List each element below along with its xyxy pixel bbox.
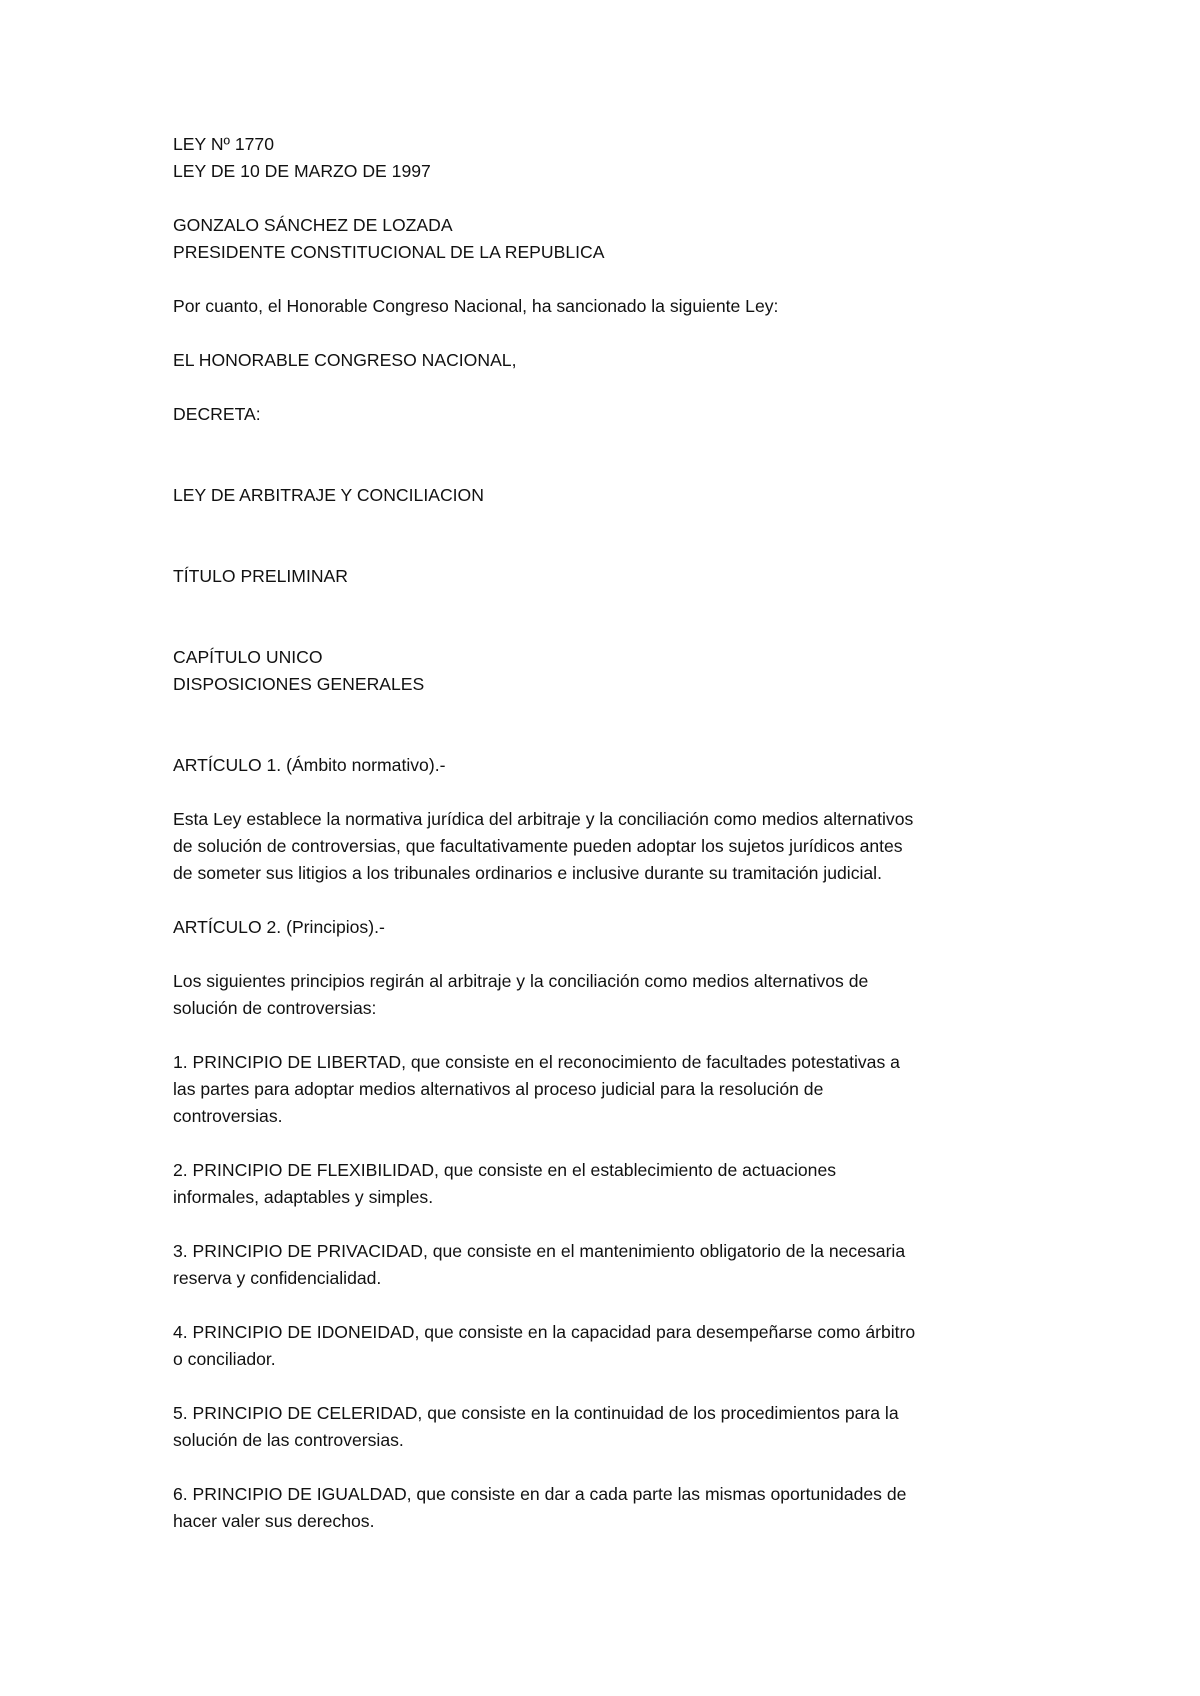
ley-number: LEY Nº 1770 (173, 134, 274, 154)
paragraph-line: 1. PRINCIPIO DE LIBERTAD, que consiste en el reconocimiento de facultades potestativas a (173, 1052, 900, 1072)
president-name: GONZALO SÁNCHEZ DE LOZADA (173, 215, 453, 235)
paragraph-line: solución de controversias: (173, 998, 377, 1018)
paragraph-line: de solución de controversias, que facultativamente pueden adoptar los sujetos jurídicos antes (173, 836, 903, 856)
capitulo-heading: CAPÍTULO UNICO (173, 647, 323, 667)
principle-item-3 (173, 1238, 1053, 1292)
titulo-heading: TÍTULO PRELIMINAR (173, 566, 348, 586)
paragraph-line: 4. PRINCIPIO DE IDONEIDAD, que consiste en la capacidad para desempeñarse como árbitro (173, 1322, 916, 1342)
paragraph-line: controversias. (173, 1106, 283, 1126)
principle-item-5 (173, 1400, 1053, 1454)
paragraph-line: de someter sus litigios a los tribunales ordinarios e inclusive durante su tramitación judicial. (173, 863, 882, 883)
principle-item-2 (173, 1157, 1053, 1211)
principle-item-6 (173, 1481, 1053, 1535)
principle-item-1 (173, 1049, 1053, 1130)
articulo-1-paragraph (173, 806, 1053, 887)
capitulo-subtitle: DISPOSICIONES GENERALES (173, 674, 425, 694)
law-title: LEY DE ARBITRAJE Y CONCILIACION (173, 485, 484, 505)
ley-date: LEY DE 10 DE MARZO DE 1997 (173, 161, 431, 181)
articulo-2-heading: ARTÍCULO 2. (Principios).- (173, 917, 385, 937)
paragraph-line: 3. PRINCIPIO DE PRIVACIDAD, que consiste en el mantenimiento obligatorio de la necesaria (173, 1241, 906, 1261)
decreta-text: DECRETA: (173, 404, 261, 424)
congreso-text: EL HONORABLE CONGRESO NACIONAL, (173, 350, 517, 370)
principle-item-4 (173, 1319, 1053, 1373)
articulo-2-intro (173, 968, 1053, 1022)
paragraph-line: o conciliador. (173, 1349, 276, 1369)
paragraph-line: 6. PRINCIPIO DE IGUALDAD, que consiste en dar a cada parte las mismas oportunidades de (173, 1484, 907, 1504)
document-body (173, 131, 1053, 1535)
paragraph-line: 5. PRINCIPIO DE CELERIDAD, que consiste en la continuidad de los procedimientos para la (173, 1403, 899, 1423)
paragraph-line: reserva y confidencialidad. (173, 1268, 382, 1288)
paragraph-line: Los siguientes principios regirán al arbitraje y la conciliación como medios alternativos de (173, 971, 869, 991)
paragraph-line: solución de las controversias. (173, 1430, 404, 1450)
articulo-1-heading: ARTÍCULO 1. (Ámbito normativo).- (173, 755, 446, 775)
paragraph-line: hacer valer sus derechos. (173, 1511, 375, 1531)
president-title: PRESIDENTE CONSTITUCIONAL DE LA REPUBLICA (173, 242, 605, 262)
por-cuanto-text: Por cuanto, el Honorable Congreso Nacional, ha sancionado la siguiente Ley: (173, 296, 779, 316)
paragraph-line: informales, adaptables y simples. (173, 1187, 434, 1207)
paragraph-line: las partes para adoptar medios alternativos al proceso judicial para la resolución de (173, 1079, 824, 1099)
paragraph-line: Esta Ley establece la normativa jurídica del arbitraje y la conciliación como medios alternativos (173, 809, 914, 829)
paragraph-line: 2. PRINCIPIO DE FLEXIBILIDAD, que consiste en el establecimiento de actuaciones (173, 1160, 837, 1180)
